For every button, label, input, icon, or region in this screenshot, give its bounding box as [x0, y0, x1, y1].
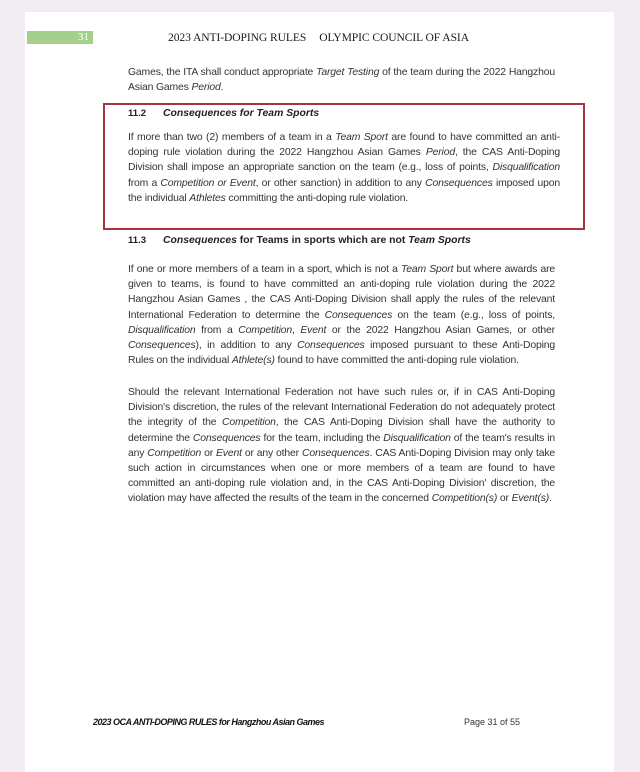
- defined-term: Team Sport: [335, 132, 388, 143]
- text-run: , the CAS Anti-Doping Division shall have the authority to determine the: [128, 417, 555, 444]
- defined-term: Event: [216, 447, 242, 459]
- defined-term: Disqualification: [383, 432, 451, 444]
- footer-document-name: 2023 OCA ANTI-DOPING RULES for Hangzhou Asian Games: [93, 717, 325, 727]
- defined-term: Competition: [238, 324, 293, 336]
- defined-term: Consequences: [297, 340, 365, 352]
- text-run: committing the anti-doping rule violation.: [225, 192, 409, 204]
- defined-term: Team Sport: [400, 264, 454, 275]
- text-run: or the 2022 Hangzhou Asian Games, or other: [326, 324, 555, 336]
- page-number-tab: 31: [27, 31, 93, 44]
- text-run: .: [549, 493, 552, 505]
- section-number: 11.3: [128, 235, 147, 246]
- text-run: imposed upon the individual: [128, 177, 560, 204]
- defined-term: Competition: [147, 447, 202, 459]
- text-run: Should the relevant International Federation not have such rules or, if in CAS Anti-Doping Division's discretion, the rules of the relevant International Federation do not adequately protect the integrity of the: [128, 387, 555, 429]
- text-run: on the team (e.g., loss of points,: [392, 309, 555, 321]
- text-run: for the team, including the: [260, 432, 384, 444]
- section-title: [163, 108, 319, 119]
- defined-term: Competition: [222, 417, 276, 429]
- footer-page-label: Page 31 of 55: [464, 717, 521, 727]
- text-run: from a: [195, 324, 239, 336]
- section-title-term: Team Sports: [256, 108, 320, 119]
- text-run: found to have committed the anti-doping rule violation.: [274, 355, 519, 367]
- section-title-term: Team Sports: [408, 235, 471, 246]
- section-title-text: Consequences for: [163, 108, 257, 119]
- defined-term: Consequences: [192, 432, 261, 444]
- defined-term: Disqualification: [128, 324, 196, 336]
- defined-term: Athletes: [189, 192, 226, 204]
- header-title-right: OLYMPIC COUNCIL OF ASIA: [319, 31, 469, 44]
- section-title-text: for Teams in sports which are not: [236, 235, 409, 246]
- defined-term: Event(s): [511, 493, 550, 505]
- text-run: of the team during the 2022 Hangzhou Asian Games: [128, 67, 555, 94]
- text-run: If one or more members of a team in a sport, which is not a: [128, 264, 401, 275]
- text-run: , the CAS Anti-Doping Division shall impose an appropriate sanction on the team (e.g., loss of points,: [128, 147, 560, 174]
- defined-term: Consequences: [301, 447, 370, 459]
- text-run: but where awards are given to teams, is found to have committed an anti-doping rule violation during the 2022 Hangzhou Asian Games , the CAS Anti-Doping Division shall apply the rules of the relevant International Federation to determine the: [128, 264, 556, 321]
- text-run: of the team's results in any: [128, 432, 555, 459]
- section-title-term: Consequences: [163, 235, 237, 246]
- header-title-left: 2023 ANTI-DOPING RULES: [168, 31, 307, 44]
- defined-term: Consequences: [425, 177, 493, 189]
- defined-term: Competition or Event: [160, 177, 256, 189]
- defined-term: Disqualification: [492, 162, 560, 174]
- defined-term: Competition(s): [431, 493, 498, 505]
- defined-term: Athlete(s): [231, 355, 275, 367]
- section-11-3-paragraph-1: [128, 262, 555, 368]
- intro-paragraph: [128, 65, 555, 95]
- text-run: are found to have committed an anti-doping rule violation during the 2022 Hangzhou Asian Games: [128, 132, 561, 159]
- text-run: If more than two (2) members of a team in a: [128, 132, 336, 143]
- defined-term: Target Testing: [316, 67, 380, 78]
- text-run: ,: [292, 324, 301, 336]
- text-run: or: [201, 447, 217, 459]
- text-run: from a: [128, 177, 161, 189]
- text-run: or: [497, 493, 512, 505]
- section-number: 11.2: [128, 108, 147, 119]
- section-heading-11-3: [128, 235, 471, 246]
- text-run: .: [220, 82, 224, 94]
- section-heading-11-2: [128, 108, 319, 119]
- text-run: Games, the ITA shall conduct appropriate: [128, 67, 317, 78]
- defined-term: Consequences: [128, 340, 196, 352]
- running-header: [168, 31, 478, 44]
- text-run: or any other: [241, 447, 302, 459]
- defined-term: Event: [300, 324, 327, 336]
- text-run: ), in addition to any: [195, 340, 298, 352]
- section-11-2-body: [128, 130, 560, 206]
- defined-term: Period: [191, 82, 221, 94]
- text-run: . CAS Anti-Doping Division may only take such action in circumstances when one or more members of a team are found to have committed an anti-doping rule violation and, in the CAS Anti-Doping Division' discretion, the violation may have affected the results of the team in the concerned: [128, 447, 555, 505]
- text-run: imposed pursuant to these Anti-Doping Rules on the individual: [128, 340, 556, 367]
- defined-term: Period: [425, 147, 455, 159]
- defined-term: Consequences: [324, 309, 393, 321]
- section-11-3-paragraph-2: [128, 385, 555, 507]
- text-run: , or other sanction) in addition to any: [255, 177, 426, 189]
